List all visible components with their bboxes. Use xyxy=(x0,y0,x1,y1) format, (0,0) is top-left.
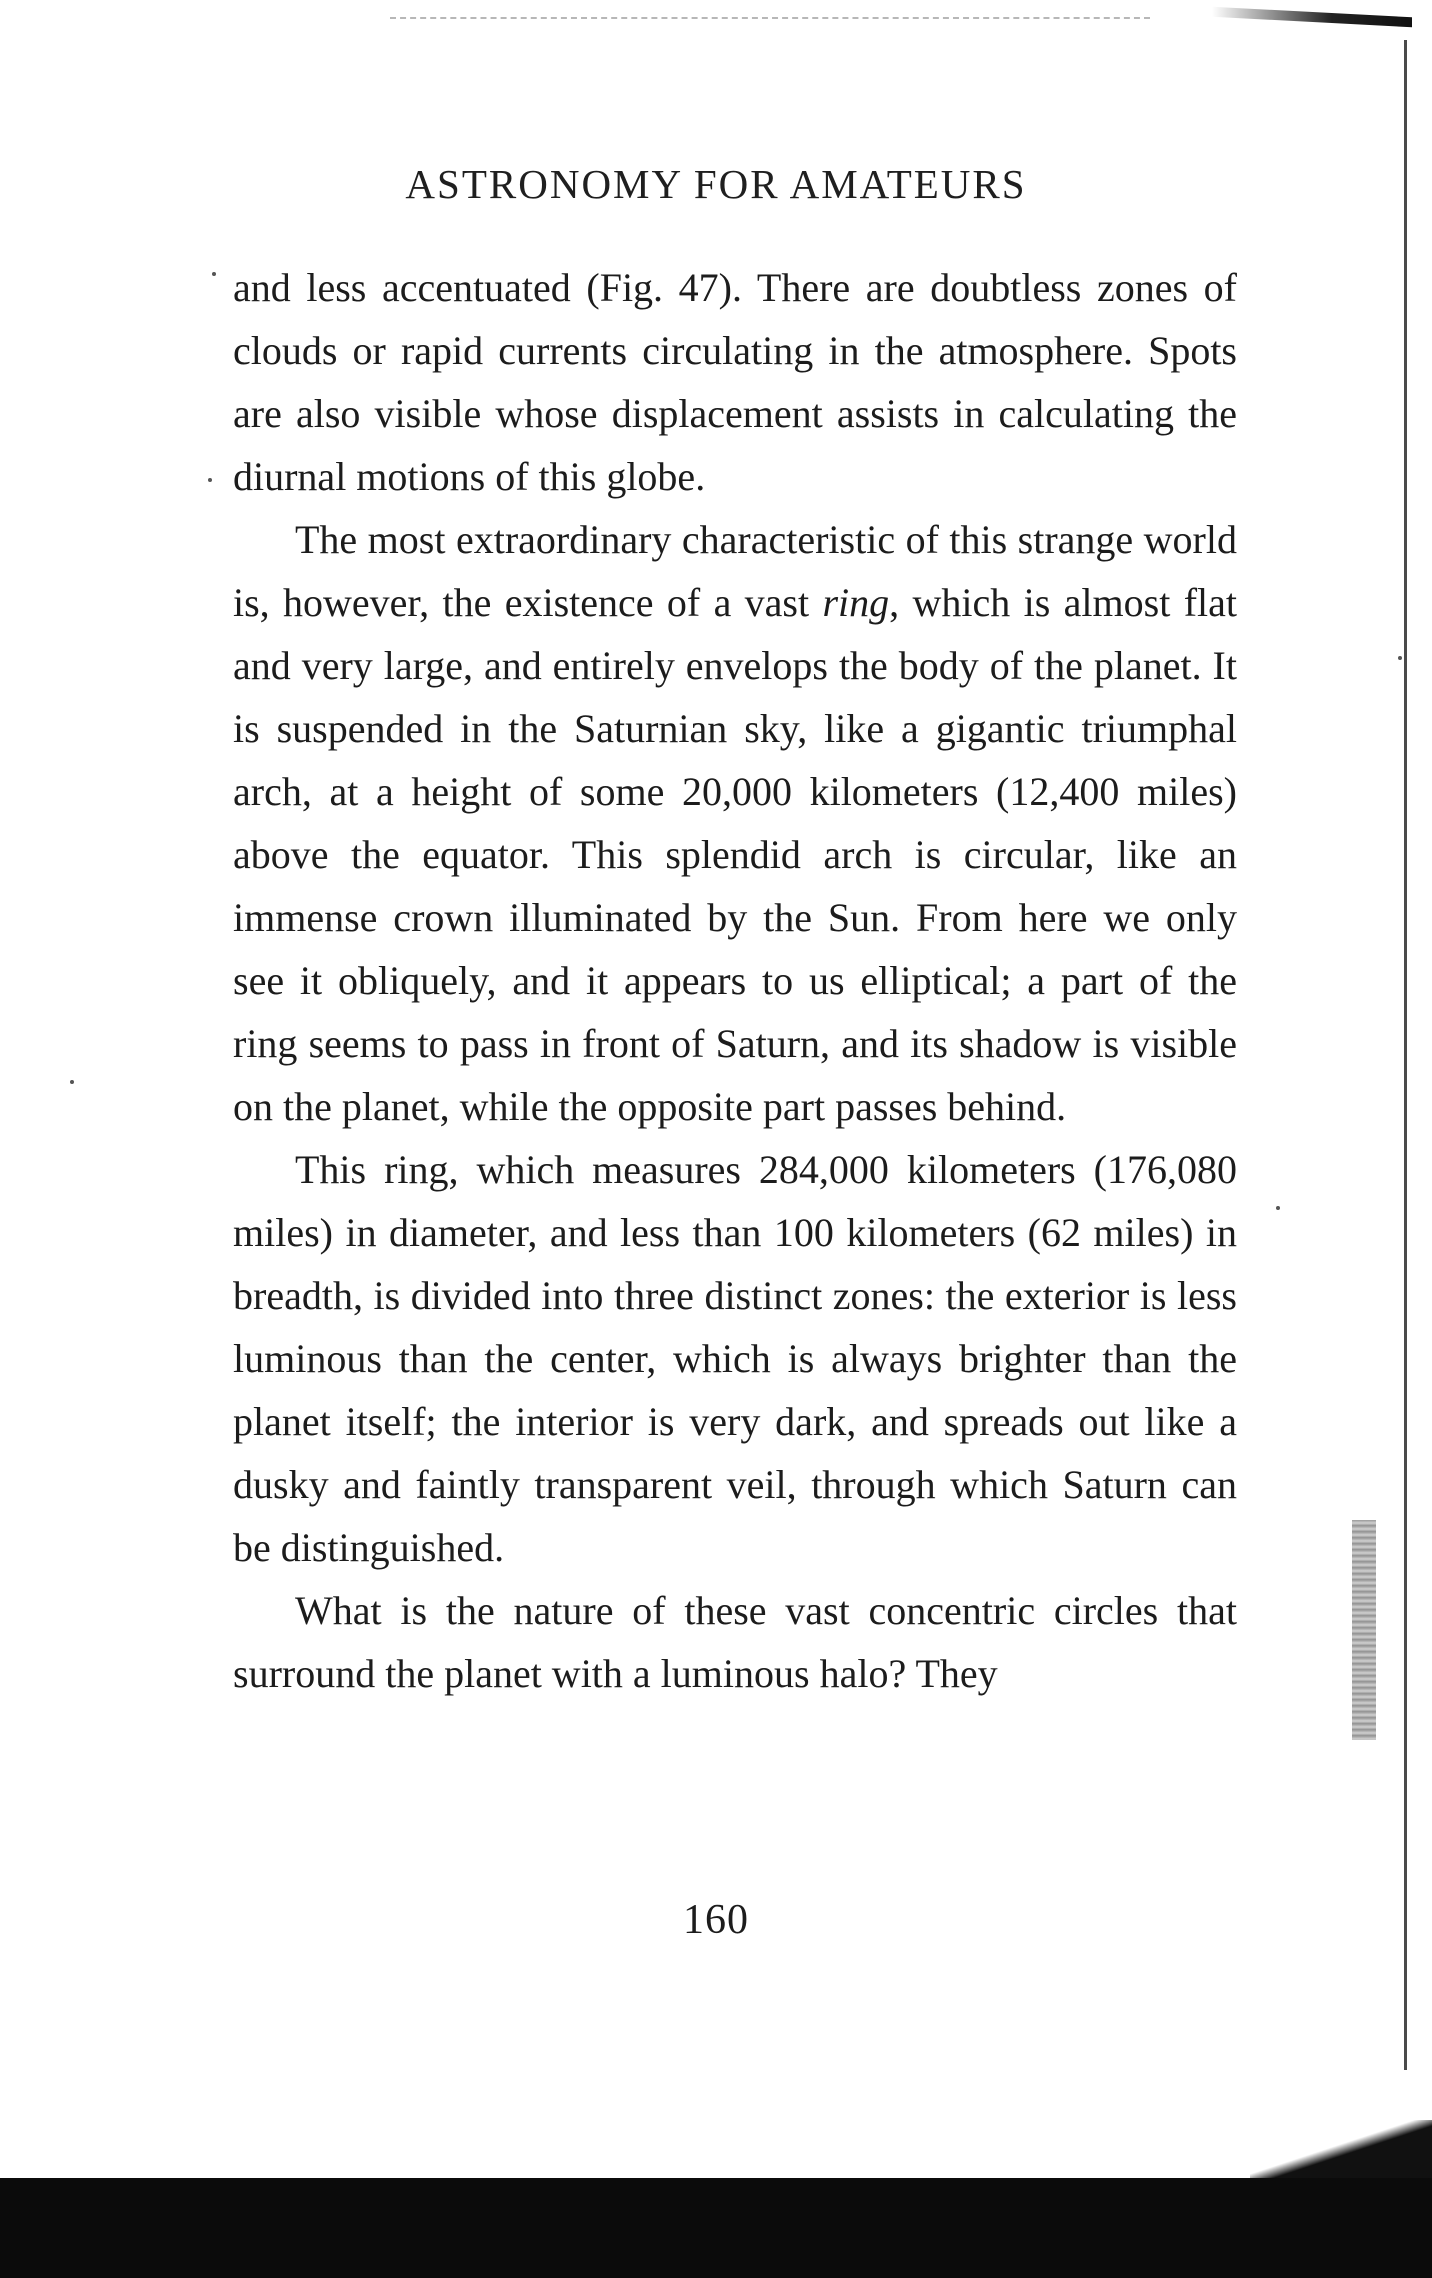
paragraph-ring-zones: This ring, which measures 284,000 kilometers (176,080 miles) in diameter, and less than 100 kilometers (62 miles) in breadth, is divided into three distinct zones: the exterior is less luminous than the center, which is always brighter than the planet itself; the interior is very dark, and spreads out like a dusky and faintly transparent veil, through which Saturn can be distinguished. xyxy=(233,1147,1237,1570)
scan-speck xyxy=(70,1080,74,1084)
scan-speck xyxy=(208,478,212,482)
page-number: 160 xyxy=(683,1897,749,1943)
scan-speck xyxy=(1398,656,1402,660)
paragraph-ring-description xyxy=(233,508,1237,1138)
scan-bottom-black-bar xyxy=(0,2178,1432,2278)
scan-top-dash-artifact xyxy=(390,17,1150,19)
scan-bottom-swoop xyxy=(1250,2120,1432,2180)
scan-speck xyxy=(212,272,216,276)
paragraph-text: The most extraordinary characteristic of this strange world is, however, the existence of a vast xyxy=(233,517,1237,625)
paragraph-continued: and less accentuated (Fig. 47). There are doubtless zones of clouds or rapid currents circulating in the atmosphere. Spots are also visible whose displacement assists in calculating the diurnal motions of this globe. xyxy=(233,265,1237,499)
scan-binding-shadow xyxy=(1352,1520,1376,1740)
scan-right-edge-rule xyxy=(1404,40,1407,2070)
body-text xyxy=(233,256,1237,1705)
running-head: ASTRONOMY FOR AMATEURS xyxy=(405,161,1027,207)
scan-corner-mark xyxy=(1212,7,1412,27)
paragraph-text: , which is almost flat and very large, and entirely envelops the body of the planet. It is suspended in the Saturnian sky, like a gigantic triumphal arch, at a height of some 20,000 kilometers (12,400 miles) above the equator. This splendid arch is circular, like an immense crown illuminated by the Sun. From here we only see it obliquely, and it appears to us elliptical; a part of the ring seems to pass in front of Saturn, and its shadow is visible on the planet, while the opposite part passes behind. xyxy=(233,580,1237,1129)
paragraph-ring-nature: What is the nature of these vast concentric circles that surround the planet with a luminous halo? They xyxy=(233,1588,1237,1696)
scan-speck xyxy=(1276,1206,1280,1210)
italic-term-ring: ring xyxy=(822,580,890,625)
